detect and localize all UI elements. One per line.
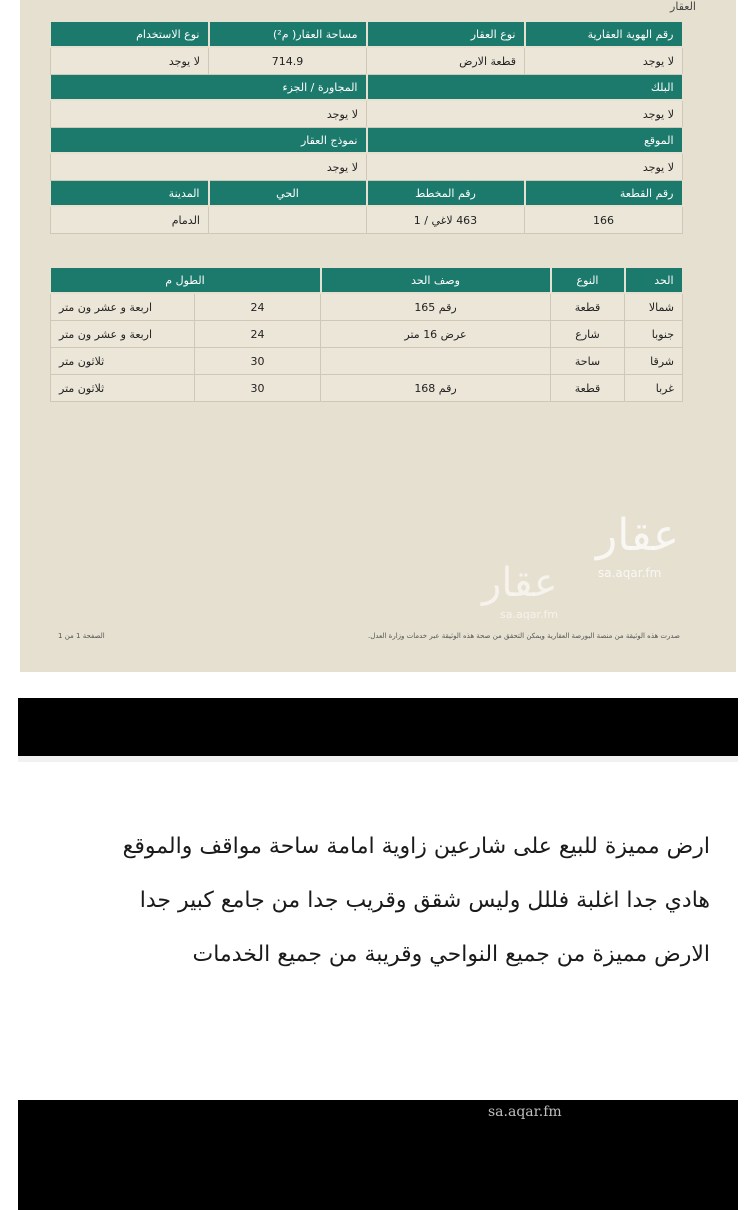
- value-cell: 166: [525, 206, 683, 234]
- cell-side: شرقا: [625, 348, 683, 375]
- table-row: [51, 75, 683, 101]
- boundaries-table: [50, 268, 684, 402]
- header-cell: البلك: [367, 75, 683, 101]
- table-row: [51, 181, 683, 207]
- page-number: الصفحة 1 من 1: [58, 632, 105, 640]
- table-row: [51, 348, 683, 375]
- header-cell: المدينة: [51, 181, 209, 207]
- document-cut-title: العقار: [670, 0, 696, 13]
- cell-length-text: ثلاثون متر: [51, 375, 195, 402]
- watermark-site: sa.aqar.fm: [598, 566, 662, 580]
- table-row: [51, 206, 683, 234]
- description-line: هادي جدا اغلبة فللل وليس شقق وقريب جدا من جامع كبير جدا: [139, 888, 710, 913]
- value-cell: [209, 206, 367, 234]
- cell-length-num: 30: [195, 375, 321, 402]
- value-cell: 714.9: [209, 47, 367, 75]
- black-bar-top: [18, 698, 738, 756]
- description-line: الارض مميزة من جميع النواحي وقريبة من جميع الخدمات: [192, 942, 710, 967]
- cell-type: شارع: [551, 321, 625, 348]
- table-row: [51, 128, 683, 154]
- watermark-site-small: sa.aqar.fm: [500, 608, 559, 621]
- cell-length-text: اربعة و عشر ون متر: [51, 293, 195, 321]
- header-cell: الحي: [209, 181, 367, 207]
- table-row: [51, 321, 683, 348]
- header-cell: رقم الهوية العقارية: [525, 22, 683, 47]
- cell-side: شمالا: [625, 293, 683, 321]
- description-line: ارض مميزة للبيع على شارعين زاوية امامة ساحة مواقف والموقع: [122, 834, 710, 859]
- value-cell: لا يوجد: [367, 153, 683, 181]
- value-cell: لا يوجد: [51, 47, 209, 75]
- table-row: [51, 268, 683, 293]
- header-cell: المجاورة / الجزء: [51, 75, 367, 101]
- watermark-brand-large: عقار: [596, 510, 680, 561]
- header-cell: وصف الحد: [321, 268, 551, 293]
- cell-length-text: ثلاثون متر: [51, 348, 195, 375]
- table-row: [51, 375, 683, 402]
- cell-desc: رقم 165: [321, 293, 551, 321]
- watermark-brand-small: عقار: [482, 560, 558, 606]
- header-cell: رقم المخطط: [367, 181, 525, 207]
- cell-side: جنوبا: [625, 321, 683, 348]
- value-cell: قطعة الارض: [367, 47, 525, 75]
- value-cell: لا يوجد: [367, 100, 683, 128]
- separator-band: [18, 756, 738, 762]
- property-info-table: [50, 22, 684, 234]
- header-cell: نموذج العقار: [51, 128, 367, 154]
- cell-length-text: اربعة و عشر ون متر: [51, 321, 195, 348]
- cell-desc: رقم 168: [321, 375, 551, 402]
- table-row: [51, 153, 683, 181]
- value-cell: لا يوجد: [51, 100, 367, 128]
- value-cell: لا يوجد: [525, 47, 683, 75]
- header-cell: النوع: [551, 268, 625, 293]
- cell-length-num: 30: [195, 348, 321, 375]
- cell-type: قطعة: [551, 293, 625, 321]
- cell-length-num: 24: [195, 321, 321, 348]
- header-cell: الطول م: [51, 268, 321, 293]
- cell-type: قطعة: [551, 375, 625, 402]
- header-cell: مساحة العقار( م²): [209, 22, 367, 47]
- cell-side: غربا: [625, 375, 683, 402]
- cell-desc: [321, 348, 551, 375]
- listing-description: [30, 820, 710, 982]
- value-cell: لا يوجد: [51, 153, 367, 181]
- header-cell: نوع الاستخدام: [51, 22, 209, 47]
- table-row: [51, 100, 683, 128]
- cell-type: ساحة: [551, 348, 625, 375]
- cell-length-num: 24: [195, 293, 321, 321]
- value-cell: 463 لاغي / 1: [367, 206, 525, 234]
- bottom-watermark: sa.aqar.fm: [488, 1104, 562, 1120]
- header-cell: الحد: [625, 268, 683, 293]
- header-cell: الموقع: [367, 128, 683, 154]
- table-row: [51, 293, 683, 321]
- table-row: [51, 22, 683, 47]
- document-footer-note: صدرت هذه الوثيقة من منصة البورصة العقارية ويمكن التحقق من صحة هذه الوثيقة عبر خدمات وزارة العدل.: [368, 632, 680, 640]
- header-cell: رقم القطعة: [525, 181, 683, 207]
- cell-desc: عرض 16 متر: [321, 321, 551, 348]
- value-cell: الدمام: [51, 206, 209, 234]
- black-bar-bottom: [18, 1100, 738, 1210]
- table-row: [51, 47, 683, 75]
- header-cell: نوع العقار: [367, 22, 525, 47]
